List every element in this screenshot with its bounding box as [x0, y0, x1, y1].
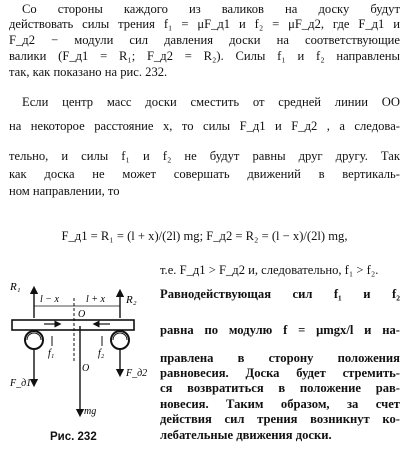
p3-line-3: равна по модулю f = μmgx/l и на-	[160, 323, 400, 337]
label-fd1: F_д1	[10, 378, 32, 389]
label-l-plus-x: l + x	[86, 294, 105, 305]
label-r1: R₁	[10, 281, 21, 293]
p1-line-4: валики (F_д1 = R₁; F_д2 = R₂). Силы f₁ и f₂ направлены	[9, 49, 400, 63]
p3-line-5: равновесия. Доска будет стремить-	[160, 366, 400, 380]
label-f1: f₁	[48, 348, 55, 359]
figure-caption: Рис. 232	[50, 431, 97, 443]
figure-232	[4, 268, 154, 428]
p2-line-5: ном направлении, то	[9, 184, 120, 198]
label-l-minus-x: l − x	[40, 294, 59, 305]
left-roller	[25, 331, 43, 349]
label-f2: f₂	[98, 348, 105, 359]
label-r2: R₂	[126, 294, 137, 306]
p2-line-1: Если центр масс доски сместить от средней линии OO	[22, 95, 400, 109]
p3-line-2: Равнодействующая сил f₁ и f₂	[160, 287, 400, 301]
p1-line-1: Со стороны каждого из валиков на доску будут	[22, 2, 400, 16]
board	[12, 320, 134, 330]
right-roller	[111, 331, 129, 349]
p2-line-3: тельно, и силы f₁ и f₂ не будут равны друг другу. Так	[9, 149, 400, 163]
p2-line-2: на некоторое расстояние x, то силы F_д1 и F_д2 , а следова-	[9, 119, 400, 133]
p3-line-8: действия сил трения возникнут ко-	[160, 412, 400, 426]
p3-line-9: лебательные движения доски.	[160, 428, 332, 442]
p3-line-6: ся возвратиться в положение рав-	[160, 381, 400, 395]
label-o-top: O	[78, 309, 86, 320]
p3-line-4: правлена в сторону положения	[160, 351, 400, 365]
p3-line-7: новесия. Таким образом, за счет	[160, 397, 400, 411]
label-fd2: F_д2	[126, 368, 148, 379]
equation: F_д1 = R₁ = (l + x)/(2l) mg; F_д2 = R₂ = (l − x)/(2l) mg,	[61, 229, 348, 243]
p1-line-2: действовать силы трения f₁ = μF_д1 и f₂ = μF_д2, где F_д1 и	[9, 17, 400, 31]
label-mg: mg	[84, 406, 97, 417]
p1-line-5: так, как показано на рис. 232.	[9, 65, 168, 79]
label-o-bottom: O	[82, 363, 90, 374]
p3-line-1: т.е. F_д1 > F_д2 и, следовательно, f₁ > f₂.	[160, 263, 379, 277]
p2-line-4: как доска не может совершать движений в вертикаль-	[9, 167, 400, 181]
p1-line-3: F_д2 − модули сил давления доски на соответствующие	[9, 33, 400, 47]
